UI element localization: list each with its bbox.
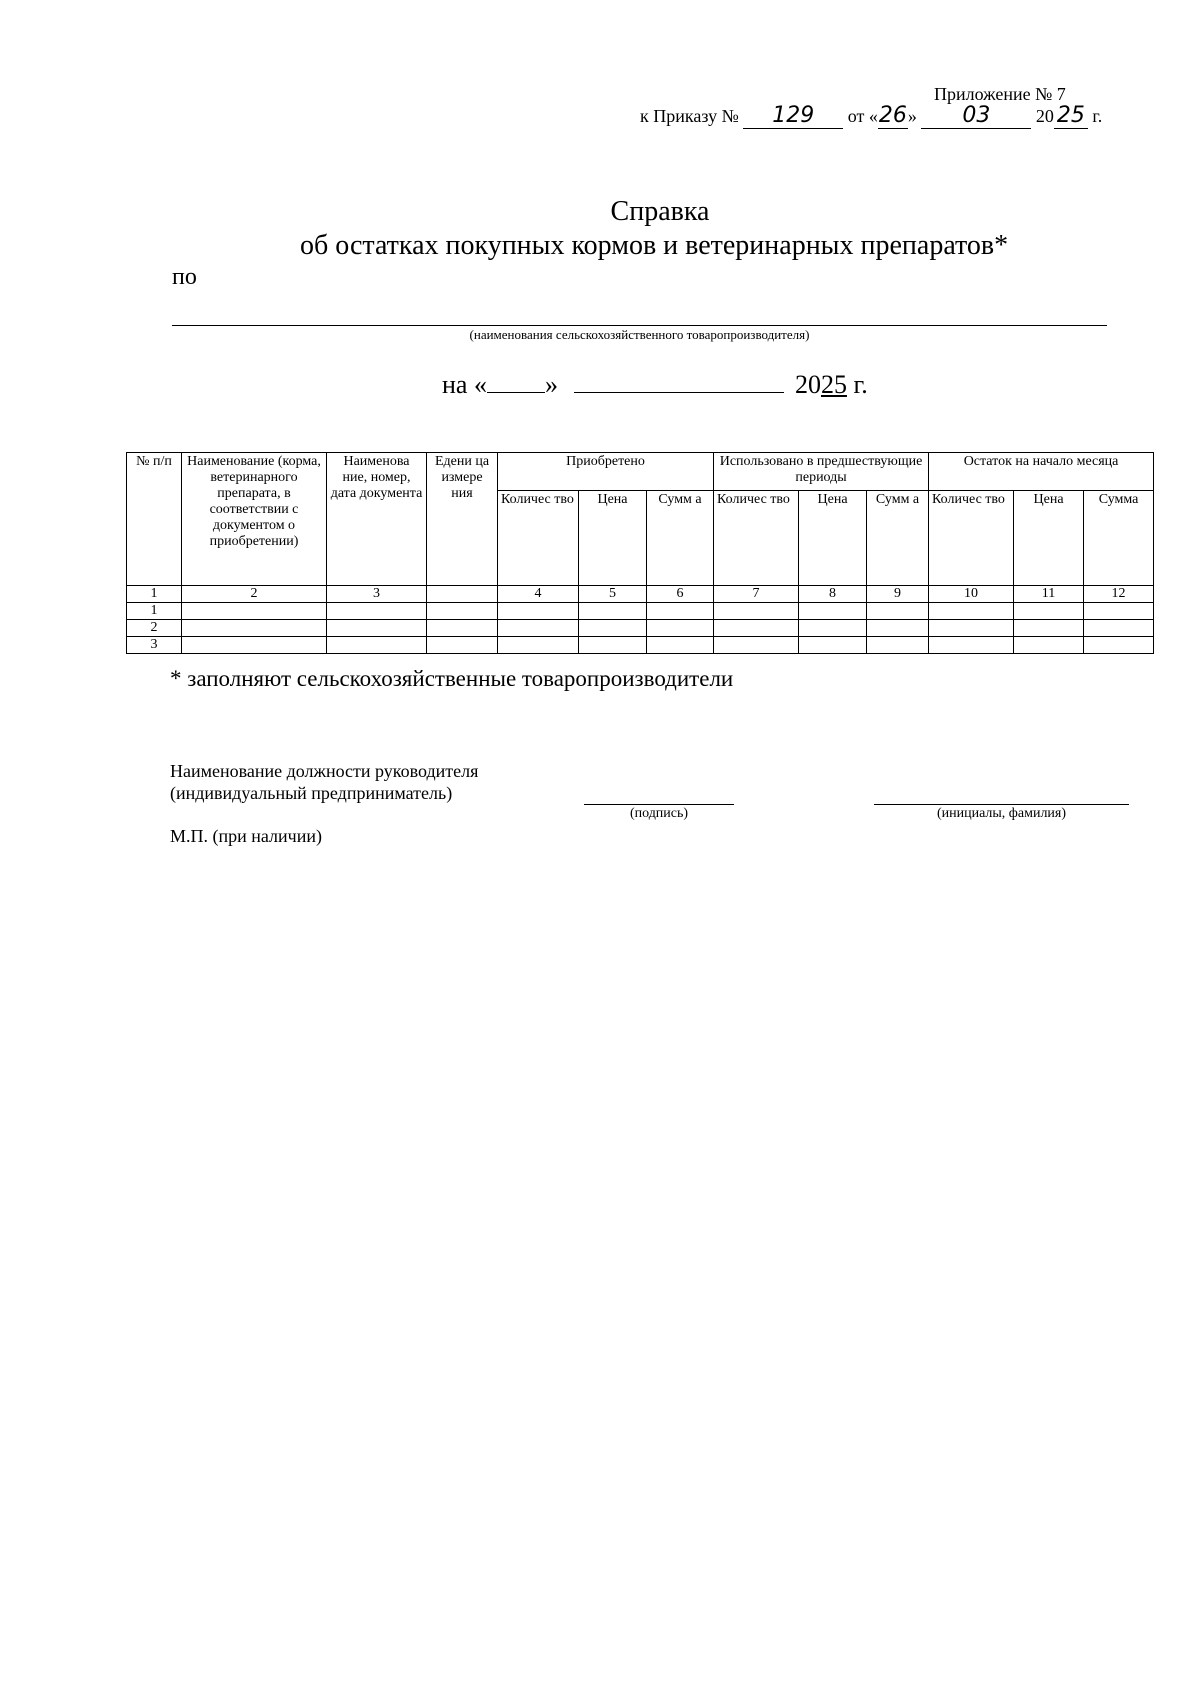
order-reference	[640, 104, 1102, 129]
column-number: 4	[498, 586, 579, 603]
report-date	[442, 366, 868, 400]
footnote: * заполняют сельскохозяйственные товаропроизводители	[170, 666, 734, 691]
header-number: № п/п	[127, 453, 182, 586]
report-day-field[interactable]	[487, 366, 545, 393]
table-cell[interactable]	[929, 637, 1014, 654]
column-number: 6	[647, 586, 714, 603]
header-acquired-price: Цена	[579, 491, 647, 586]
table-cell[interactable]	[799, 603, 867, 620]
name-caption: (инициалы, фамилия)	[936, 806, 1067, 821]
column-number	[427, 586, 498, 603]
table-cell[interactable]	[1014, 637, 1084, 654]
header-balance-price: Цена	[1014, 491, 1084, 586]
header-acquired-sum: Сумм а	[647, 491, 714, 586]
table-cell[interactable]	[799, 620, 867, 637]
table-row	[127, 637, 1154, 654]
stamp-label: М.П. (при наличии)	[170, 826, 322, 846]
column-number: 9	[867, 586, 929, 603]
column-number: 2	[182, 586, 327, 603]
table-cell[interactable]	[427, 637, 498, 654]
table-cell[interactable]	[929, 620, 1014, 637]
column-number: 10	[929, 586, 1014, 603]
table-header-row	[127, 453, 1154, 491]
table-cell[interactable]	[579, 620, 647, 637]
table-cell[interactable]	[714, 637, 799, 654]
position-line-2: (индивидуальный предприниматель)	[170, 783, 453, 803]
header-acquired: Приобретено	[498, 453, 714, 491]
table-cell[interactable]	[867, 603, 929, 620]
order-year-field[interactable]: 25	[1054, 104, 1088, 129]
row-number: 2	[127, 620, 182, 637]
balance-table	[126, 452, 1154, 654]
table-cell[interactable]	[327, 620, 427, 637]
header-used-qty: Количес тво	[714, 491, 799, 586]
report-year-unit: г.	[853, 370, 868, 399]
table-row	[127, 620, 1154, 637]
column-number: 7	[714, 586, 799, 603]
row-number: 3	[127, 637, 182, 654]
signature-field[interactable]	[584, 804, 734, 805]
column-number: 12	[1084, 586, 1154, 603]
table-cell[interactable]	[1084, 620, 1154, 637]
header-item-name: Наименование (корма, ветеринарного препарата, в соответствии с документом о приобретении)	[182, 453, 327, 586]
table-cell[interactable]	[182, 637, 327, 654]
table-cell[interactable]	[427, 620, 498, 637]
table-cell[interactable]	[327, 603, 427, 620]
table-cell[interactable]	[1084, 603, 1154, 620]
producer-name-field[interactable]	[172, 325, 1107, 326]
column-number-row	[127, 586, 1154, 603]
report-date-close: »	[544, 370, 558, 399]
table-cell[interactable]	[799, 637, 867, 654]
document-subtitle: об остатках покупных кормов и ветеринарных препаратов*	[300, 230, 1009, 261]
order-number-field[interactable]: 129	[743, 104, 843, 129]
table-cell[interactable]	[427, 603, 498, 620]
header-used-price: Цена	[799, 491, 867, 586]
table-cell[interactable]	[1084, 637, 1154, 654]
table-cell[interactable]	[867, 620, 929, 637]
report-date-prefix: на «	[442, 370, 487, 399]
table-cell[interactable]	[714, 603, 799, 620]
header-document: Наименова ние, номер, дата документа	[327, 453, 427, 586]
column-number: 3	[327, 586, 427, 603]
table-cell[interactable]	[647, 620, 714, 637]
header-unit: Едени ца измере ния	[427, 453, 498, 586]
producer-label: по	[172, 264, 197, 290]
document-title: Справка	[610, 196, 710, 227]
table-cell[interactable]	[498, 603, 579, 620]
table-cell[interactable]	[579, 637, 647, 654]
order-year-unit: г.	[1092, 106, 1103, 126]
table-cell[interactable]	[1014, 620, 1084, 637]
header-used: Использовано в предшествующие периоды	[714, 453, 929, 491]
header-acquired-qty: Количес тво	[498, 491, 579, 586]
order-month-field[interactable]: 03	[921, 104, 1031, 129]
header-used-sum: Сумм а	[867, 491, 929, 586]
column-number: 11	[1014, 586, 1084, 603]
appendix-label: Приложение № 7	[934, 84, 1066, 104]
table-cell[interactable]	[579, 603, 647, 620]
table-cell[interactable]	[647, 637, 714, 654]
header-balance-qty: Количес тво	[929, 491, 1014, 586]
producer-caption: (наименования сельскохозяйственного товаропроизводителя)	[469, 327, 810, 342]
position-line-1: Наименование должности руководителя	[170, 761, 479, 781]
table-cell[interactable]	[498, 620, 579, 637]
order-day-field[interactable]: 26	[878, 103, 907, 128]
report-year-field[interactable]: 25	[820, 370, 847, 399]
header-balance-sum: Сумма	[1084, 491, 1154, 586]
header-balance: Остаток на начало месяца	[929, 453, 1154, 491]
signature-caption: (подпись)	[629, 806, 689, 821]
signatory-position	[170, 760, 478, 804]
table-cell[interactable]	[867, 637, 929, 654]
table-cell[interactable]	[182, 603, 327, 620]
table-cell[interactable]	[647, 603, 714, 620]
name-field[interactable]	[874, 804, 1129, 805]
order-year-prefix: 20	[1035, 106, 1054, 126]
table-row	[127, 603, 1154, 620]
table-cell[interactable]	[1014, 603, 1084, 620]
column-number: 8	[799, 586, 867, 603]
table-cell[interactable]	[327, 637, 427, 654]
column-number: 5	[579, 586, 647, 603]
report-month-field[interactable]	[574, 366, 784, 393]
row-number: 1	[127, 603, 182, 620]
table-cell[interactable]	[498, 637, 579, 654]
column-number: 1	[127, 586, 182, 603]
table-cell[interactable]	[714, 620, 799, 637]
report-year-prefix: 20	[794, 370, 821, 399]
order-day-close: »	[907, 106, 917, 126]
order-date-from: от «	[847, 106, 878, 126]
table-cell[interactable]	[929, 603, 1014, 620]
order-prefix: к Приказу №	[640, 106, 739, 126]
table-cell[interactable]	[182, 620, 327, 637]
